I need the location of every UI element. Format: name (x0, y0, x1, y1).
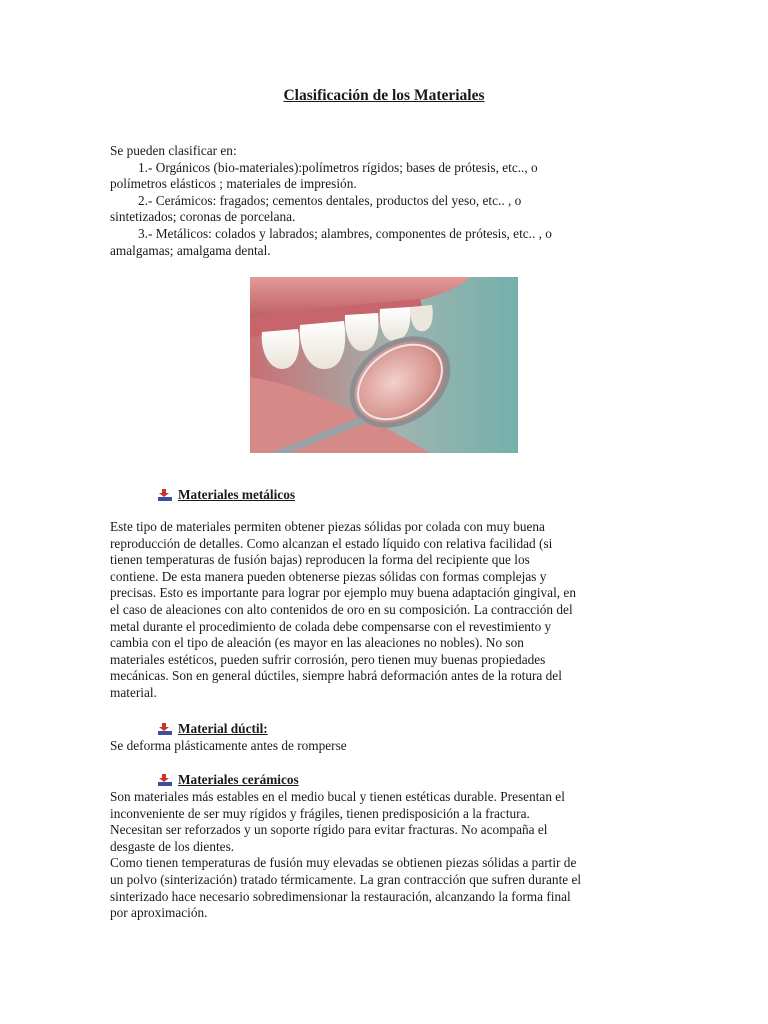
body-line: el caso de aleaciones con alto contenidos de oro en su composición. La contracción del (110, 601, 573, 617)
intro-lead: Se pueden clasificar en: (110, 143, 237, 158)
body-line: un polvo (sinterización) tratado térmicamente. La gran contracción que sufren durante el (110, 871, 582, 887)
section-body-ceramic (110, 789, 670, 922)
body-line: Se deforma plásticamente antes de romperse (110, 738, 347, 753)
intro-item-2-cont: sintetizados; coronas de porcelana. (110, 209, 296, 225)
intro-item-3-cont: amalgamas; amalgama dental. (110, 242, 271, 258)
body-line: materiales estéticos, pueden sufrir corrosión, pero tienen muy buenas propiedades (110, 651, 546, 667)
intro-item-2: 2.- Cerámicos: fragados; cementos dentales, productos del yeso, etc.. , o (138, 192, 522, 208)
body-line: metal durante el procedimiento de colada debe compensarse con el revestimiento y (110, 618, 552, 634)
bullet-arrow-icon (158, 774, 172, 786)
section-body-metallic (110, 519, 670, 702)
body-line: cambia con el tipo de aleación (es mayor en las aleaciones no nobles). No son (110, 635, 524, 651)
body-line: contiene. De esta manera pueden obtenerse piezas sólidas con formas complejas y (110, 568, 547, 584)
intro-item-1: 1.- Orgánicos (bio-materiales):polímetros rígidos; bases de prótesis, etc.., o (138, 159, 538, 175)
body-line: Este tipo de materiales permiten obtener piezas sólidas por colada con muy buena (110, 519, 545, 534)
body-line: mecánicas. Son en general dúctiles, siempre habrá deformación antes de la rotura del (110, 668, 562, 684)
body-line: desgaste de los dientes. (110, 838, 235, 854)
bullet-arrow-icon (158, 489, 172, 501)
body-line: reproducción de detalles. Como alcanzan el estado líquido con relativa facilidad (si (110, 535, 553, 551)
intro-block (110, 143, 670, 259)
body-line: Necesitan ser reforzados y un soporte rígido para evitar fracturas. No acompaña el (110, 822, 548, 838)
body-line: precisas. Esto es importante para lograr por ejemplo muy buena adaptación gingival, en (110, 585, 576, 601)
intro-item-1-cont: polímetros elásticos ; materiales de impresión. (110, 176, 357, 192)
body-line: por aproximación. (110, 905, 208, 921)
body-line: material. (110, 684, 157, 700)
body-line: Son materiales más estables en el medio bucal y tienen estéticas durable. Presentan el (110, 789, 565, 804)
body-line: inconveniente de ser muy rígidos y frágiles, tienen predisposición a la fractura. (110, 805, 530, 821)
body-line: sinterizado hace necesario sobredimensionar la restauración, alcanzando la forma final (110, 888, 571, 904)
intro-item-3: 3.- Metálicos: colados y labrados; alambres, componentes de prótesis, etc.. , o (138, 225, 552, 241)
body-line: tienen temperaturas de fusión bajas) reproducen la forma del recipiente que los (110, 552, 530, 568)
document-title: Clasificación de los Materiales (283, 87, 485, 104)
section-heading-metallic (158, 487, 295, 504)
bullet-arrow-icon (158, 723, 172, 735)
section-body-ductile (110, 738, 670, 755)
section-heading-label: Materiales metálicos (178, 487, 296, 502)
section-heading-ductile (158, 721, 268, 738)
dental-mirror-photo (250, 277, 518, 453)
body-line: Como tienen temperaturas de fusión muy elevadas se obtienen piezas sólidas a partir de (110, 855, 577, 871)
section-heading-label: Materiales cerámicos (178, 772, 299, 787)
section-heading-label: Material dúctil: (178, 721, 268, 736)
section-heading-ceramic (158, 772, 299, 789)
